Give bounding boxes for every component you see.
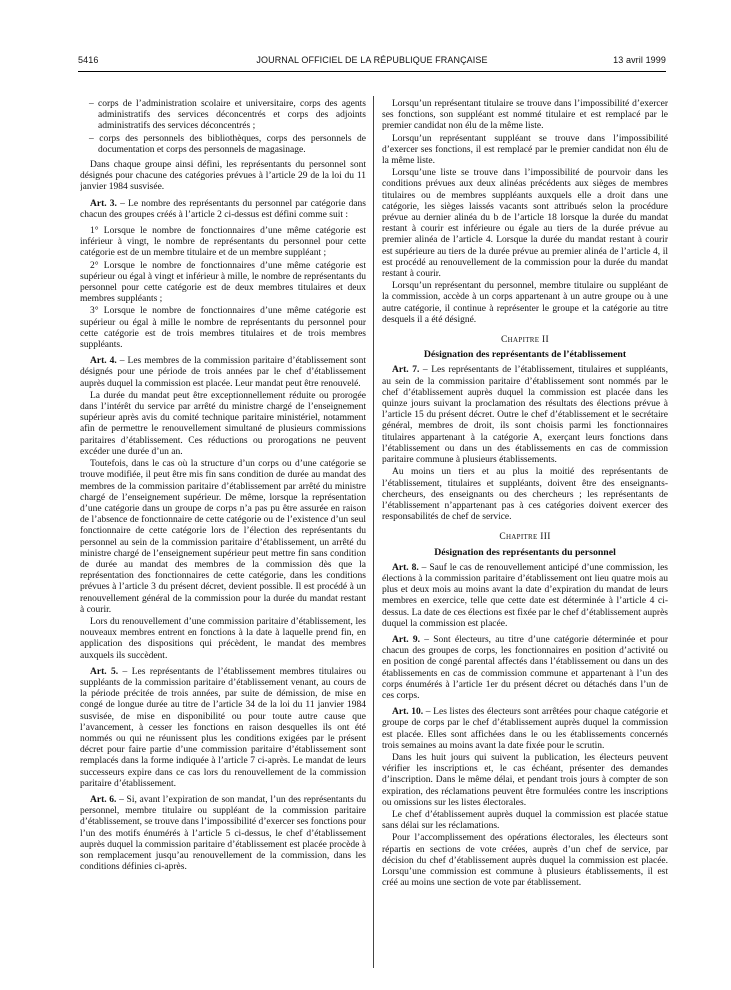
paragraph: Le chef d’établissement auprès duquel la commission est placée statue sans délai sur les réclamations. bbox=[382, 809, 668, 832]
article-label: Art. 8. bbox=[392, 562, 419, 573]
article-label: Art. 7. bbox=[392, 365, 420, 376]
article-label: Art. 6. bbox=[90, 794, 117, 805]
article-text: – Les représentants de l’établissement, titulaires et suppléants, au sein de la commission paritaire d’établissement sont nommés par le chef d’établissement auprès duquel la commission est placée dans les quinze jours suivant la proclamation des résultats des élections prévue à l’article 15 du présent décret. Outre le chef d’établissement et le secrétaire général, membres de droit, ils sont choisis parmi les fonctionnaires titulaires appartenant à la catégorie A, exerçant leurs fonctions dans l’établissement ou dans un des établissements en cas de commission paritaire commune à plusieurs établissements. bbox=[382, 365, 668, 466]
paragraph: 1° Lorsque le nombre de fonctionnaires d’une même catégorie est inférieur à vingt, le nombre de représentants du personnel pour cette catégorie est de un membre titulaire et de un membre suppléant ; bbox=[80, 226, 366, 259]
journal-title: JOURNAL OFFICIEL DE LA RÉPUBLIQUE FRANÇAISE bbox=[256, 55, 488, 65]
article-label: Art. 5. bbox=[90, 666, 119, 677]
article-6 bbox=[80, 795, 366, 873]
paragraph: Lorsqu’un représentant du personnel, membre titulaire ou suppléant de la commission, accède à un corps appartenant à un autre groupe ou à une autre catégorie, il continue à représenter le groupe et la catégorie au titre desquels il a été désigné. bbox=[382, 281, 668, 325]
article-text: – Sont électeurs, au titre d’une catégorie déterminée et pour chacun des groupes de corps, les fonctionnaires en position d’activité ou en position de congé parental affectés dans l’établissement ou dans un des établissements en cas de commission commune et appartenant à l’un des corps énumérés à l’article 1er du présent décret ou détachés dans l’un de ces corps. bbox=[382, 634, 668, 701]
page-header bbox=[78, 55, 666, 71]
paragraph: Dans chaque groupe ainsi défini, les représentants du personnel sont désignés pour chacune des catégories prévues à l’article 29 de la loi du 11 janvier 1984 susvisée. bbox=[80, 160, 366, 193]
article-7 bbox=[382, 365, 668, 466]
paragraph: Dans les huit jours qui suivent la publication, les électeurs peuvent vérifier les inscriptions et, le cas échéant, présenter des demandes d’inscription. Dans le même délai, et pendant trois jours à compter de son expiration, des réclamations peuvent être formulées contre les inscriptions ou omissions sur les listes électorales. bbox=[382, 752, 668, 808]
paragraph: 2° Lorsque le nombre de fonctionnaires d’une même catégorie est supérieur ou égal à vingt et inférieur à mille, le nombre de représentants du personnel pour cette catégorie est de deux membres titulaires et deux membres suppléants ; bbox=[80, 260, 366, 305]
right-column bbox=[382, 99, 668, 969]
column-separator bbox=[373, 96, 374, 968]
paragraph: Lorsqu’un représentant suppléant se trouve dans l’impossibilité d’exercer ses fonctions, il est remplacé par le premier candidat non élu de la même liste. bbox=[382, 133, 668, 167]
article-text: – Si, avant l’expiration de son mandat, l’un des représentants du personnel, membre titulaire ou suppléant de la commission paritaire d’établissement, se trouve dans l’impossibilité d’exercer ses fonctions pour l’un des motifs énumérés à l’article 5 ci-dessus, le chef d’établissement auprès duquel la commission paritaire d’établissement est placée procède à son remplacement jusqu’au renouvellement de la commission, dans les conditions définies ci-après. bbox=[80, 794, 366, 873]
article-text: – Le nombre des représentants du personnel par catégorie dans chacun des groupes créés à l’article 2 ci-dessus est défini comme suit : bbox=[80, 198, 366, 220]
paragraph: Pour l’accomplissement des opérations électorales, les électeurs sont répartis en sections de vote créées, auprès d’un chef de service, par décision du chef d’établissement auprès duquel la commission est placée. Lorsqu’une commission est commune à plusieurs établissements, il est créé au moins une section de vote par établissement. bbox=[382, 833, 668, 889]
article-label: Art. 4. bbox=[90, 356, 117, 367]
article-label: Art. 10. bbox=[392, 707, 424, 718]
chapter-title: Désignation des représentants du personnel bbox=[434, 546, 616, 558]
article-3 bbox=[80, 199, 366, 221]
paragraph: La durée du mandat peut être exceptionnellement réduite ou prorogée dans l’intérêt du service par arrêté du ministre chargé de l’enseignement supérieur après avis du comité technique paritaire ministériel, notamment afin de permettre le renouvellement simultané de plusieurs commissions paritaires d’établissement. Ces réductions ou prorogations ne peuvent excéder une durée d’un an. bbox=[80, 390, 366, 457]
left-column bbox=[80, 99, 366, 969]
article-5 bbox=[80, 667, 366, 790]
paragraph: Toutefois, dans le cas où la structure d’un corps ou d’une catégorie se trouve modifiée, il peut être mis fin sans condition de durée au mandat des membres de la commission paritaire d’établissement par arrêté du ministre chargé de l’enseignement supérieur. De même, lorsque la représentation d’une catégorie dans un groupe de corps n’a pas pu être assurée en raison de l’absence de fonctionnaire de cette catégorie ou de l’existence d’un seul fonctionnaire de cette catégorie lors de l’élection des représentants du personnel au sein de la commission paritaire d’établissement, un arrêté du ministre chargé de l’enseignement supérieur peut mettre fin sans condition de durée au mandat des membres de la commission dès que la représentation des fonctionnaires de cette catégorie, dans les conditions prévues à l’article 3 du présent décret, devient possible. Il est procédé à un renouvellement général de la commission pour la durée du mandat restant à courir. bbox=[80, 459, 366, 615]
list-item: – corps de l’administration scolaire et universitaire, corps des agents administratifs des services déconcentrés et corps des adjoints administratifs des services déconcentrés ; bbox=[89, 99, 366, 132]
paragraph: Lorsqu’un représentant titulaire se trouve dans l’impossibilité d’exercer ses fonctions, son suppléant est nommé titulaire et est remplacé par le premier candidat non élu de la même liste. bbox=[382, 99, 668, 132]
article-text: – Sauf le cas de renouvellement anticipé d’une commission, les élections à la commission paritaire d’établissement ont lieu quatre mois au plus et deux mois au moins avant la date d’expiration du mandat de leurs membres en exercice, telle que cette date est déterminée à l’article 4 ci-dessus. La date de ces élections est fixée par le chef d’établissement auprès duquel la commission est placée. bbox=[382, 562, 668, 629]
list-item: – corps des personnels des bibliothèques, corps des personnels de documentation et corps des personnels de magasinage. bbox=[89, 133, 366, 155]
page-number: 5416 bbox=[78, 55, 99, 65]
chapter-title: Désignation des représentants de l’établissement bbox=[423, 349, 627, 361]
paragraph: Au moins un tiers et au plus la moitié des représentants de l’établissement, titulaires et suppléants, doivent être des enseignants-chercheurs, des enseignants ou des chercheurs ; les représentants de l’établissement n’appartenant pas à ces catégories doivent exercer des responsabilités de chef de service. bbox=[382, 467, 668, 523]
chapter-heading: Chapitre II bbox=[501, 335, 549, 346]
article-text: – Les listes des électeurs sont arrêtées pour chaque catégorie et groupe de corps par le chef d’établissement auprès duquel la commission est placée. Elles sont affichées dans le ou les établissements concernés trois semaines au moins avant la date fixée pour le scrutin. bbox=[382, 707, 668, 751]
header-rule bbox=[78, 71, 666, 72]
article-10 bbox=[382, 707, 668, 752]
publication-date: 13 avril 1999 bbox=[613, 55, 666, 65]
article-label: Art. 3. bbox=[90, 198, 117, 209]
paragraph: Lorsqu’une liste se trouve dans l’impossibilité de pourvoir dans les conditions prévues aux deux alinéas précédents aux sièges de membres titulaires ou de membres suppléants auxquels elle a droit dans une catégorie, les sièges laissés vacants sont attribués selon la procédure prévue au dernier alinéa du b de l’article 18 lorsque la durée du mandat restant à courir est inférieure ou égale au tiers de la durée prévue au premier alinéa de l’article 4. Lorsque la durée du mandat restant à courir est supérieure au tiers de la durée prévue au premier alinéa de l’article 4, il est procédé au renouvellement de la commission pour la durée du mandat restant à courir. bbox=[382, 168, 668, 280]
article-label: Art. 9. bbox=[392, 634, 420, 645]
paragraph: Lors du renouvellement d’une commission paritaire d’établissement, les nouveaux membres entrent en fonctions à la date à laquelle prend fin, en application des dispositions qui précèdent, le mandat des membres auxquels ils succèdent. bbox=[80, 616, 366, 661]
paragraph: 3° Lorsque le nombre de fonctionnaires d’une même catégorie est supérieur ou égal à mille le nombre de représentants du personnel pour cette catégorie est de trois membres titulaires et de trois membres suppléants. bbox=[80, 306, 366, 351]
article-4 bbox=[80, 356, 366, 390]
article-8 bbox=[382, 563, 668, 630]
article-text: – Les représentants de l’établissement membres titulaires ou suppléants de la commission paritaire d’établissement venant, au cours de la période précitée de trois années, par suite de démission, de mise en congé de longue durée au titre de l’article 34 de la loi du 11 janvier 1984 susvisée, de mise en disponibilité ou pour toute autre cause que l’avancement, à cesser les fonctions en raison desquelles ils ont été nommés ou qui ne réunissent plus les conditions exigées par le présent décret pour faire partie d’une commission paritaire d’établissement sont remplacés dans la forme indiquée à l’article 7 ci-après. Le mandat de leurs successeurs expire dans ce cas lors du renouvellement de la commission paritaire d’établissement. bbox=[80, 666, 366, 789]
article-9 bbox=[382, 635, 668, 702]
chapter-heading: Chapitre III bbox=[499, 532, 551, 543]
article-text: – Les membres de la commission paritaire d’établissement sont désignés pour une période de trois années par le chef d’établissement auprès duquel la commission est placée. Leur mandat peut être renouvelé. bbox=[80, 356, 366, 389]
